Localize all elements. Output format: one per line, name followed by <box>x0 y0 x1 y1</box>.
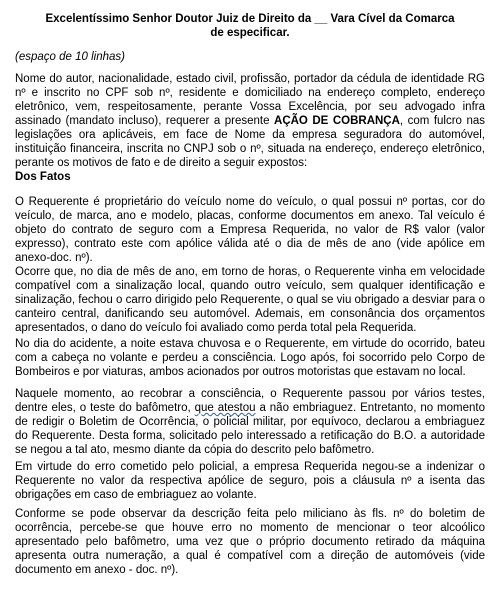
title-line-1: Excelentíssimo Senhor Doutor Juiz de Direito da __ Vara Cível da Comarca <box>45 13 455 25</box>
title-line-2: de especificar. <box>210 27 290 39</box>
document-title <box>0 12 500 40</box>
spacing-note: (espaço de 10 linhas) <box>15 51 125 63</box>
facts-paragraph-5: Em virtude do erro cometido pelo policial, a empresa Requerida negou-se a indenizar o Requerente no valor da respectiva apólice de seguro, pois a cláusula nº a isenta das obrigações em caso de embriaguez ao volante. <box>15 461 485 501</box>
intro-text-start: Nome do autor, nacionalidade, estado civil, profissão, portador da cédula de identidade RG nº e inscrito no CPF sob nº, residente e domiciliado na endereço completo, endereço eletrônico, vem, respeitosamente, perante Vossa Excelência, por seu advogado infra assinado (mandato incluso), requerer a presente <box>15 73 485 127</box>
facts-paragraph-3: No dia do acidente, a noite estava chuvosa e o Requerente, em virtude do ocorrido, bateu com a cabeça no volante e perdeu a consciência. Logo após, foi socorrido pelo Corpo de Bombeiros e por viaturas, ambos acionados por outros motoristas que estavam no local. <box>15 338 485 378</box>
action-title: AÇÃO DE COBRANÇA <box>274 115 400 127</box>
para4-text-end: a não embriaguez. Entretanto, no momento de redigir o Boletim de Ocorrência, o policial militar, por equívoco, declarou a embriaguez do Requerente. Desta forma, solicitado pelo interessado a retificação do B.O. a autoridade se negou a tal ato, mesmo diante da cópia do descrito pelo bafômetro. <box>15 402 485 456</box>
facts-paragraph-1: O Requerente é proprietário do veículo nome do veículo, o qual possui nº portas, cor do veículo, de marca, ano e modelo, placas, conforme documentos em anexo. Tal veículo é objeto do contrato de seguro com a Empresa Requerida, no valor de R$ valor (valor expresso), contrato este com apólice válida até o dia de mês de ano (vide apólice em anexo-doc. nº). <box>15 196 485 264</box>
intro-paragraph <box>15 72 485 170</box>
facts-paragraph-2: Ocorre que, no dia de mês de ano, em torno de horas, o Requerente vinha em velocidade compatível com a sinalização local, quando outro veículo, sem qualquer identificação e sinalização, fechou o carro dirigido pelo Requerente, o qual se viu obrigado a desviar para o canteiro central, danificando seu automóvel. Ademais, em consonância dos orçamentos apresentados, o dano do veículo foi avaliado como perda total pela Requerida. <box>15 266 485 334</box>
para4-text-start: Naquele momento, ao recobrar a consciência, o Requerente passou por vários testes, dentre eles, o teste do bafômetro, <box>15 388 485 414</box>
facts-paragraph-4 <box>15 387 485 457</box>
intro-text-end: , com fulcro nas legislações ora aplicáveis, em face de Nome da empresa seguradora do automóvel, instituição financeira, inscrita no CNPJ sob o nº, situada na endereço, endereço eletrônico, perante os motivos de fato e de direito a seguir expostos: <box>15 115 485 169</box>
spellcheck-flagged-text: que atestou <box>194 402 256 414</box>
facts-paragraph-6: Conforme se pode observar da descrição feita pelo miliciano às fls. nº do boletim de ocorrência, percebe-se que houve erro no momento de mencionar o teor alcoólico apresentado pelo bafômetro, uma vez que o próprio documento retirado da máquina apresenta outra numeração, a qual é compatível com a direção de automóveis (vide documento em anexo - doc. nº). <box>15 508 485 576</box>
section-heading: Dos Fatos <box>15 171 71 183</box>
